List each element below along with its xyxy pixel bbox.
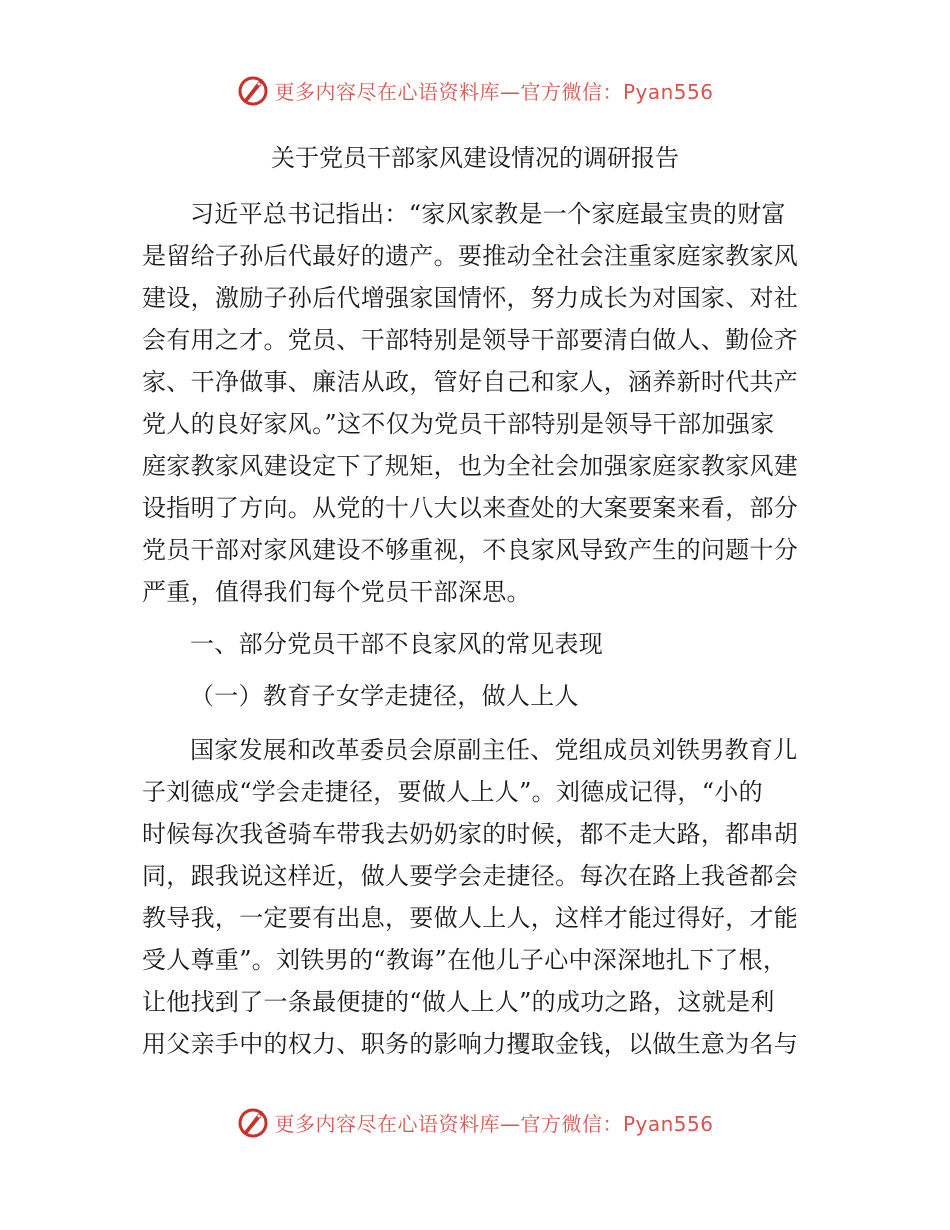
paragraph-line: 严重，值得我们每个党员干部深思。 [142,578,531,606]
paragraph-line: 会有用之才。党员、干部特别是领导干部要清白做人、勤俭齐 [142,326,799,354]
pen-nib-logo-icon [236,72,272,108]
paragraph-line: 让他找到了一条最便捷的“做人上人”的成功之路，这就是利 [142,988,775,1016]
footer-banner [0,1102,950,1142]
paragraph-line: 国家发展和改革委员会原副主任、党组成员刘铁男教育儿 [190,736,798,764]
paragraph-line: 建设，激励子孙后代增强家国情怀，努力成长为对国家、对社 [142,284,799,312]
paragraph-line: 用父亲手中的权力、职务的影响力攫取金钱，以做生意为名与 [142,1030,799,1058]
paragraph-line: 时候每次我爸骑车带我去奶奶家的时候，都不走大路，都串胡 [142,820,799,848]
section-heading: 一、部分党员干部不良家风的常见表现 [190,630,604,658]
paragraph-line: 党员干部对家风建设不够重视，不良家风导致产生的问题十分 [142,536,799,564]
pen-nib-logo-icon [236,1104,272,1140]
paragraph-line: 教导我，一定要有出息，要做人上人，这样才能过得好，才能 [142,904,799,932]
paragraph-line: 党人的良好家风。”这不仅为党员干部特别是领导干部加强家 [142,410,775,438]
paragraph-line: 设指明了方向。从党的十八大以来查处的大案要案来看，部分 [142,494,799,522]
paragraph-line: 子刘德成“学会走捷径，要做人上人”。刘德成记得，“小的 [142,778,763,806]
header-banner [0,70,950,110]
paragraph-line: 习近平总书记指出：“家风家教是一个家庭最宝贵的财富 [190,200,786,228]
paragraph-line: 受人尊重”。刘铁男的“教诲”在他儿子心中深深地扎下了根， [142,946,788,974]
paragraph-line: 是留给子孙后代最好的遗产。要推动全社会注重家庭家教家风 [142,242,799,270]
document-title: 关于党员干部家风建设情况的调研报告 [271,144,679,172]
paragraph-line: 同，跟我说这样近，做人要学会走捷径。每次在路上我爸都会 [142,862,799,890]
paragraph-line: 家、干净做事、廉洁从政，管好自己和家人，涵养新时代共产 [142,368,799,396]
footer-banner-text: 更多内容尽在心语资料库—官方微信：Pyan556 [274,1111,714,1136]
paragraph-line: 庭家教家风建设定下了规矩，也为全社会加强家庭家教家风建 [142,452,799,480]
header-banner-text: 更多内容尽在心语资料库—官方微信：Pyan556 [274,79,714,104]
subsection-heading: （一）教育子女学走捷径，做人上人 [190,682,579,710]
